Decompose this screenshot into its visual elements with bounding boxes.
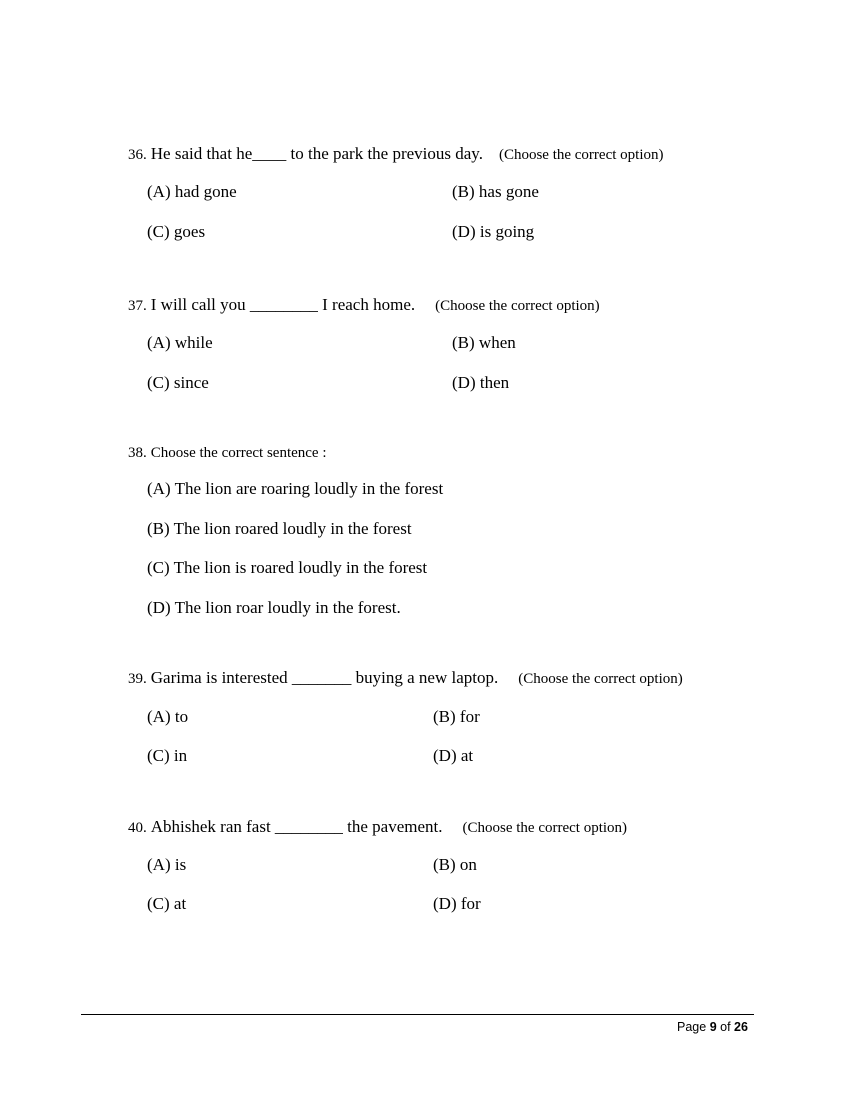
option-text: The lion is roared loudly in the forest	[173, 558, 428, 577]
option-c	[147, 747, 187, 764]
question-37-stem	[128, 296, 600, 314]
option-c	[147, 559, 427, 576]
question-text: He said that he____ to the park the previous day.	[150, 144, 483, 163]
option-text: on	[459, 855, 477, 874]
option-text: is going	[479, 222, 535, 241]
question-hint: (Choose the correct option)	[435, 298, 600, 314]
option-text: is	[174, 855, 187, 874]
option-label: (A)	[147, 333, 171, 352]
option-b	[452, 334, 516, 351]
option-c	[147, 374, 209, 391]
option-text: since	[173, 373, 209, 392]
question-text: Abhishek ran fast ________ the pavement.	[150, 817, 443, 836]
option-text: at	[173, 894, 187, 913]
option-text: in	[173, 746, 188, 765]
option-b	[433, 856, 477, 873]
question-39-stem	[128, 669, 683, 687]
option-label: (D)	[433, 746, 457, 765]
option-d	[433, 895, 481, 912]
option-label: (B)	[433, 855, 456, 874]
option-label: (C)	[147, 746, 170, 765]
page-total: 26	[734, 1020, 748, 1034]
option-a	[147, 334, 213, 351]
question-number: 40.	[128, 820, 147, 836]
option-label: (D)	[452, 373, 476, 392]
option-c	[147, 223, 205, 240]
question-40-stem	[128, 818, 627, 836]
option-d	[452, 374, 509, 391]
option-c	[147, 895, 186, 912]
option-b	[452, 183, 539, 200]
option-d	[147, 599, 401, 616]
page-current: 9	[709, 1020, 717, 1034]
page-of: of	[720, 1020, 731, 1034]
page-number	[677, 1020, 748, 1034]
option-text: to	[174, 707, 189, 726]
question-36-stem	[128, 145, 663, 163]
option-d	[433, 747, 473, 764]
question-text: Choose the correct sentence :	[150, 445, 327, 461]
option-b	[147, 520, 412, 537]
option-text: The lion are roaring loudly in the forest	[174, 479, 444, 498]
question-number: 37.	[128, 298, 147, 314]
option-label: (B)	[452, 333, 475, 352]
option-text: The lion roared loudly in the forest	[173, 519, 412, 538]
option-a	[147, 856, 186, 873]
option-text: has gone	[478, 182, 539, 201]
option-text: for	[460, 894, 481, 913]
option-b	[433, 708, 480, 725]
option-label: (A)	[147, 479, 171, 498]
option-text: then	[479, 373, 510, 392]
question-number: 38.	[128, 445, 147, 461]
option-a	[147, 708, 188, 725]
option-label: (B)	[433, 707, 456, 726]
option-text: for	[459, 707, 480, 726]
question-text: Garima is interested _______ buying a new laptop.	[150, 668, 499, 687]
option-text: The lion roar loudly in the forest.	[174, 598, 401, 617]
option-label: (C)	[147, 373, 170, 392]
option-label: (A)	[147, 707, 171, 726]
page-word: Page	[677, 1020, 707, 1034]
option-text: while	[174, 333, 213, 352]
option-label: (C)	[147, 558, 170, 577]
option-label: (C)	[147, 222, 170, 241]
option-label: (A)	[147, 855, 171, 874]
question-number: 39.	[128, 671, 147, 687]
question-hint: (Choose the correct option)	[498, 147, 664, 163]
option-text: when	[478, 333, 516, 352]
option-label: (A)	[147, 182, 171, 201]
question-hint: (Choose the correct option)	[518, 671, 683, 687]
footer-divider	[81, 1014, 754, 1015]
question-number: 36.	[128, 147, 147, 163]
question-text: I will call you ________ I reach home.	[150, 295, 416, 314]
option-text: had gone	[174, 182, 237, 201]
option-d	[452, 223, 534, 240]
option-a	[147, 480, 443, 497]
option-label: (D)	[452, 222, 476, 241]
option-label: (D)	[147, 598, 171, 617]
question-38-stem	[128, 445, 327, 461]
question-hint: (Choose the correct option)	[462, 820, 628, 836]
option-label: (B)	[452, 182, 475, 201]
option-label: (C)	[147, 894, 170, 913]
option-text: goes	[173, 222, 206, 241]
option-label: (B)	[147, 519, 170, 538]
option-text: at	[460, 746, 474, 765]
option-a	[147, 183, 237, 200]
option-label: (D)	[433, 894, 457, 913]
